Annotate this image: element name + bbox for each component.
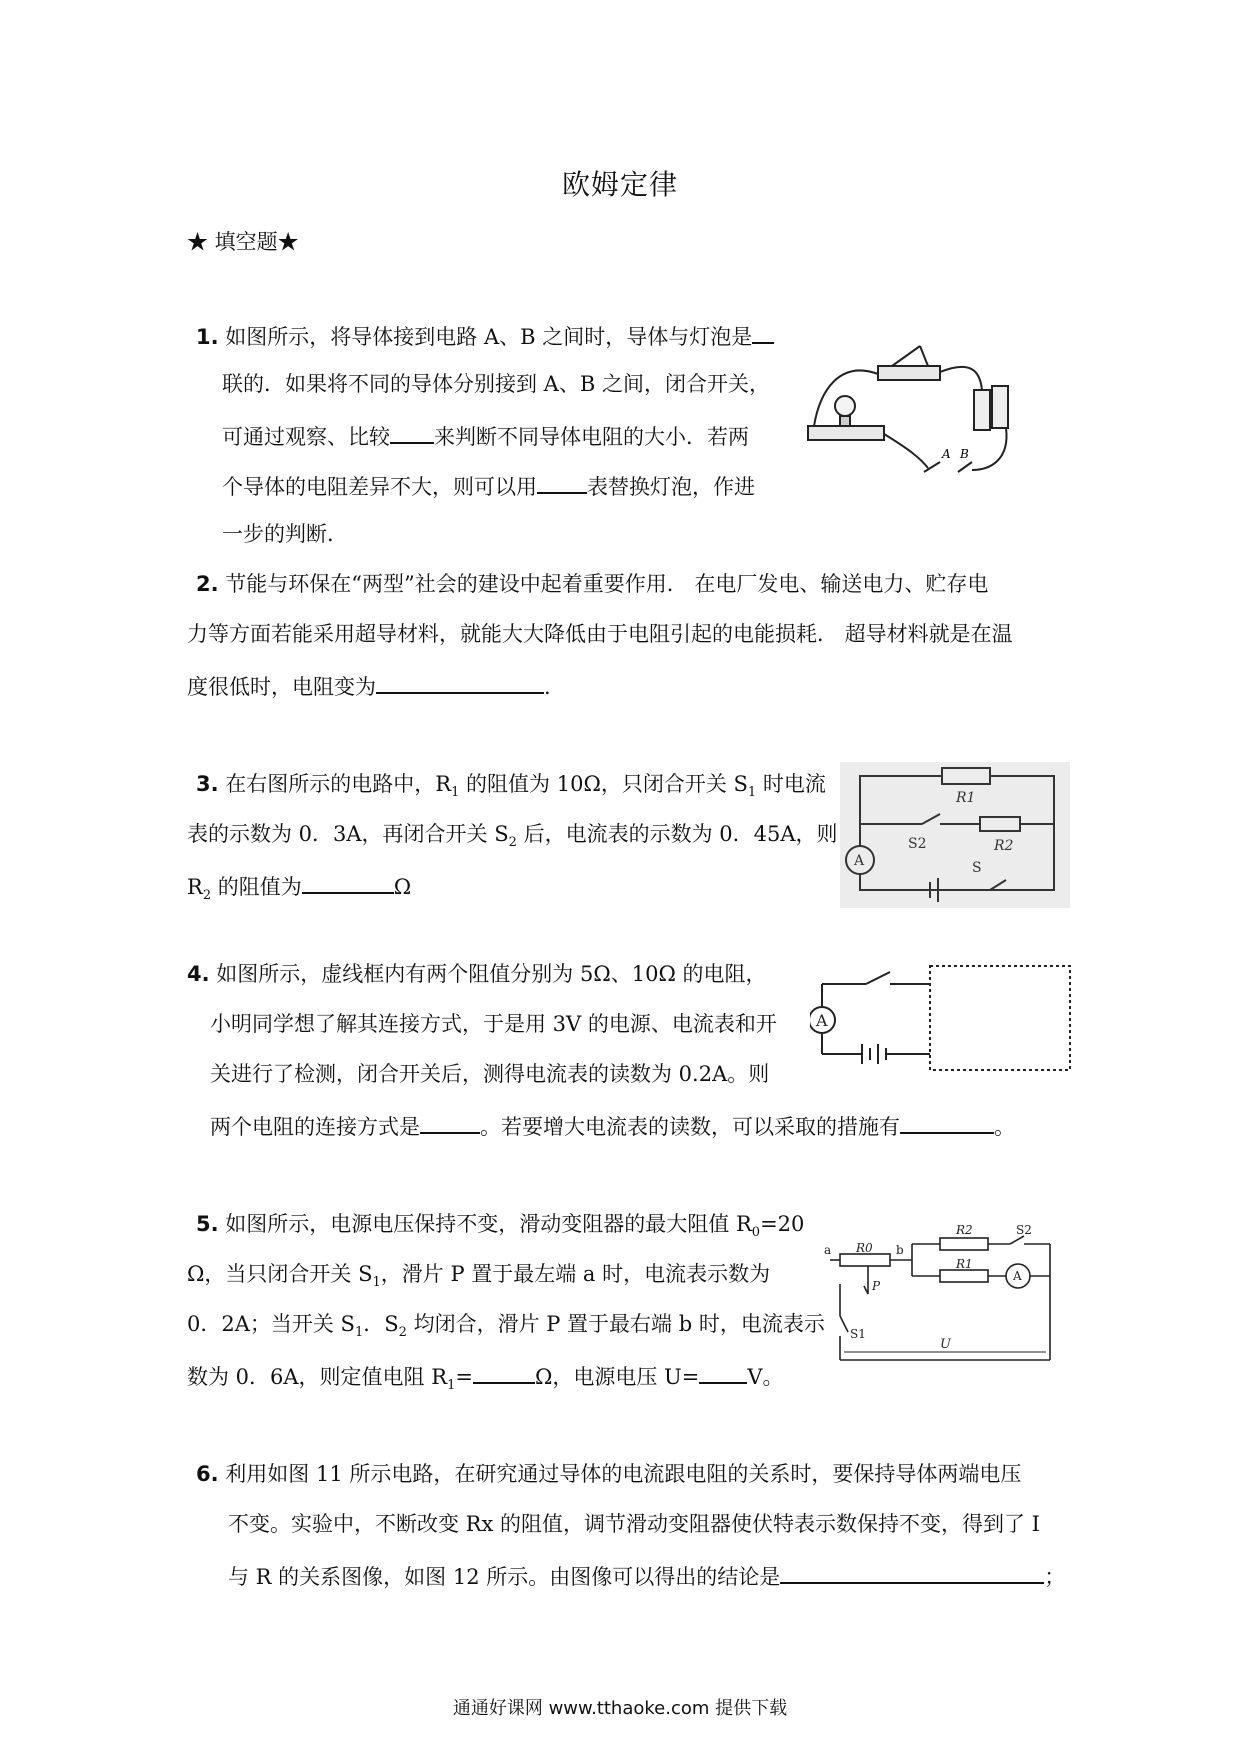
q5-blank-2[interactable] <box>699 1364 747 1384</box>
q4-blank-1[interactable] <box>420 1114 480 1134</box>
q4-number: 4. <box>187 962 210 986</box>
q2-line-2: 力等方面若能采用超导材料，就能大大降低由于电阻引起的电能损耗． 超导材料就是在温 <box>187 622 1013 646</box>
q5-figure-label-ammeter: A <box>1013 1269 1022 1283</box>
q1-number: 1. <box>196 325 219 349</box>
q6-line-1: 6. 利用如图 11 所示电路，在研究通过导体的电流跟电阻的关系时，要保持导体两端电压 <box>196 1462 1022 1486</box>
q4-circuit-figure <box>810 960 1080 1078</box>
q3-line-1: 3. 在右图所示的电路中，$R_1$ 的阻值为 10Ω，只闭合开关 $S_1$ 时电流 <box>196 772 826 801</box>
q5-figure-label-s2: S2 <box>1016 1224 1032 1237</box>
q4-line-2: 小明同学想了解其连接方式，于是用 3V 的电源、电流表和开 <box>210 1012 777 1036</box>
q2-line-3: 度很低时，电阻变为 . <box>187 675 551 699</box>
q6-blank-1[interactable] <box>780 1564 1044 1584</box>
q3-figure-label-s2: S2 <box>908 836 927 852</box>
q6-number: 6. <box>196 1462 219 1486</box>
page-title: 欧姆定律 <box>561 168 678 201</box>
q6-line-3: 与 R 的关系图像，如图 12 所示。由图像可以得出的结论是 ； <box>228 1565 1066 1589</box>
q5-figure-label-r1: R1 <box>956 1257 973 1271</box>
q5-blank-1[interactable] <box>473 1364 535 1384</box>
q5-circuit-figure <box>820 1224 1060 1364</box>
q1-circuit-figure <box>800 340 1020 480</box>
q2-line-1: 2. 节能与环保在“两型”社会的建设中起着重要作用． 在电厂发电、输送电力、贮存电 <box>196 572 989 596</box>
q3-figure-label-r2: R2 <box>994 838 1014 854</box>
q5-figure-label-a: a <box>824 1243 832 1257</box>
q3-circuit-figure <box>840 762 1070 908</box>
q2-number: 2. <box>196 572 219 596</box>
q2-blank-1[interactable] <box>376 674 544 694</box>
q3-line-2: 表的示数为 0．3A，再闭合开关 $S_2$ 后，电流表的示数为 0．45A，则 <box>187 822 838 851</box>
q5-figure-label-b: b <box>896 1243 904 1257</box>
q1-line-5: 一步的判断． <box>222 522 348 546</box>
q1-line-3: 可通过观察、比较 来判断不同导体电阻的大小．若两 <box>222 425 749 449</box>
q4-figure-label-ammeter: A <box>816 1011 828 1030</box>
q5-figure-label-p: P <box>872 1279 881 1293</box>
q5-number: 5. <box>196 1212 219 1236</box>
q3-figure-label-ammeter: A <box>854 853 865 869</box>
section-header: ★ 填空题★ <box>187 230 299 254</box>
q5-line-3: 0．2A；当开关 $S_1$．$S_2$ 均闭合，滑片 P 置于最右端 b 时，电流表示 <box>187 1312 825 1341</box>
q1-line-2: 联的．如果将不同的导体分别接到 A、B 之间，闭合开关， <box>222 372 770 396</box>
q3-line-3: $R_2$ 的阻值为 Ω <box>187 875 412 904</box>
q3-figure-label-r1: R1 <box>956 790 976 806</box>
page-footer: 通通好课网 www.tthaoke.com 提供下载 <box>452 1698 788 1719</box>
q5-figure-label-r0: R0 <box>856 1241 873 1255</box>
q3-number: 3. <box>196 772 219 796</box>
q1-blank-3[interactable] <box>537 474 587 494</box>
q1-blank-1[interactable] <box>752 324 774 344</box>
q5-figure-label-u: U <box>940 1337 951 1352</box>
q3-figure-label-s: S <box>972 860 982 876</box>
q5-figure-label-s1: S1 <box>850 1327 866 1341</box>
q4-line-1: 4. 如图所示，虚线框内有两个阻值分别为 5Ω、10Ω 的电阻， <box>187 962 767 986</box>
q5-line-2: Ω，当只闭合开关 $S_1$，滑片 P 置于最左端 a 时，电流表示数为 <box>187 1262 771 1291</box>
q4-line-4: 两个电阻的连接方式是 。若要增大电流表的读数，可以采取的措施有 。 <box>210 1115 1015 1139</box>
q5-line-1: 5. 如图所示，电源电压保持不变，滑动变阻器的最大阻值 $R_0=20$ <box>196 1212 805 1241</box>
q5-line-4: 数为 0．6A，则定值电阻 $R_1= \Omega$，电源电压 U= V。 <box>187 1365 784 1394</box>
q4-blank-2[interactable] <box>900 1114 994 1134</box>
q1-blank-2[interactable] <box>390 424 434 444</box>
q1-line-4: 个导体的电阻差异不大，则可以用 表替换灯泡，作进 <box>222 475 755 499</box>
q1-line-1: 1. 如图所示，将导体接到电路 A、B 之间时，导体与灯泡是 <box>196 324 774 348</box>
q1-figure-label-b: B <box>960 447 969 461</box>
q1-figure-label-a: A <box>942 447 951 461</box>
q5-figure-label-r2: R2 <box>956 1224 973 1237</box>
q6-line-2: 不变。实验中，不断改变 Rx 的阻值，调节滑动变阻器使伏特表示数保持不变，得到了 I <box>228 1512 1040 1536</box>
q4-line-3: 关进行了检测，闭合开关后，测得电流表的读数为 0.2A。则 <box>210 1062 770 1086</box>
q3-blank-1[interactable] <box>302 874 394 894</box>
